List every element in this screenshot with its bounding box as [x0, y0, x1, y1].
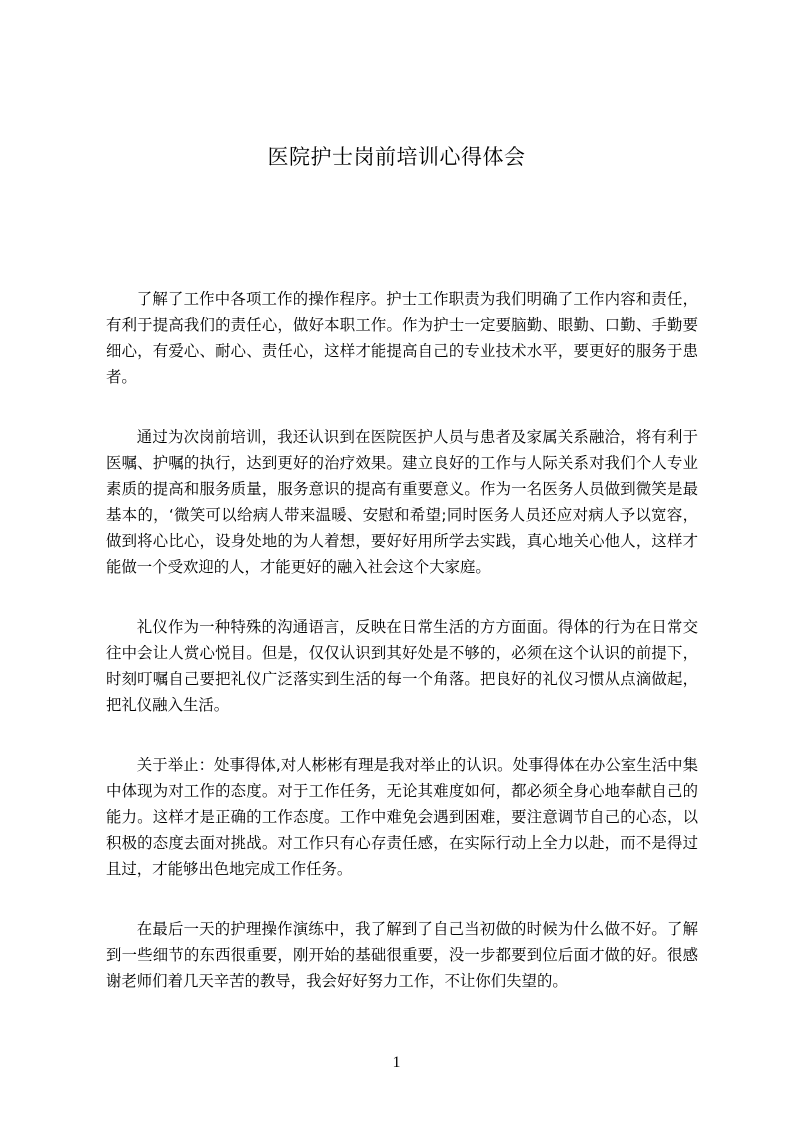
paragraph-5: 在最后一天的护理操作演练中，我了解到了自己当初做的时候为什么做不好。了解到一些细节的东西很重要，刚开始的基础很重要，没一步都要到位后面才做的好。很感谢老师们着几天辛苦的教导，我会好好努力工作，不让你们失望的。	[106, 920, 698, 990]
paragraph-1: 了解了工作中各项工作的操作程序。护士工作职责为我们明确了工作内容和责任，有利于提高我们的责任心，做好本职工作。作为护士一定要脑勤、眼勤、口勤、手勤要细心，有爱心、耐心、责任心，这样才能提高自己的专业技术水平，要更好的服务于患者。	[106, 290, 698, 386]
paragraph-4: 关于举止：处事得体,对人彬彬有理是我对举止的认识。处事得体在办公室生活中集中体现为对工作的态度。对于工作任务，无论其难度如何，都必须全身心地奉献自己的能力。这样才是正确的工作态度。工作中难免会遇到困难，要注意调节自己的心态，以积极的态度去面对挑战。对工作只有心存责任感，在实际行动上全力以赴，而不是得过且过，才能够出色地完成工作任务。	[106, 756, 698, 878]
page-number: 1	[392, 1054, 401, 1071]
paragraph-3: 礼仪作为一种特殊的沟通语言，反映在日常生活的方方面面。得体的行为在日常交往中会让人赏心悦目。但是，仅仅认识到其好处是不够的，必须在这个认识的前提下，时刻叮嘱自己要把礼仪广泛落实到生活的每一个角落。把良好的礼仪习惯从点滴做起，把礼仪融入生活。	[106, 618, 698, 714]
document-body	[106, 286, 698, 1028]
document-title: 医院护士岗前培训心得体会	[267, 145, 526, 169]
paragraph-2: 通过为次岗前培训，我还认识到在医院医护人员与患者及家属关系融洽，将有利于医嘱、护嘱的执行，达到更好的治疗效果。建立良好的工作与人际关系对我们个人专业素质的提高和服务质量，服务意识的提高有重要意义。作为一名医务人员做到微笑是最基本的，‘微笑可以给病人带来温暖、安慰和希望;同时医务人员还应对病人予以宽容，做到将心比心，设身处地的为人着想，要好好用所学去实践，真心地关心他人，这样才能做一个受欢迎的人，才能更好的融入社会这个大家庭。	[106, 428, 698, 576]
